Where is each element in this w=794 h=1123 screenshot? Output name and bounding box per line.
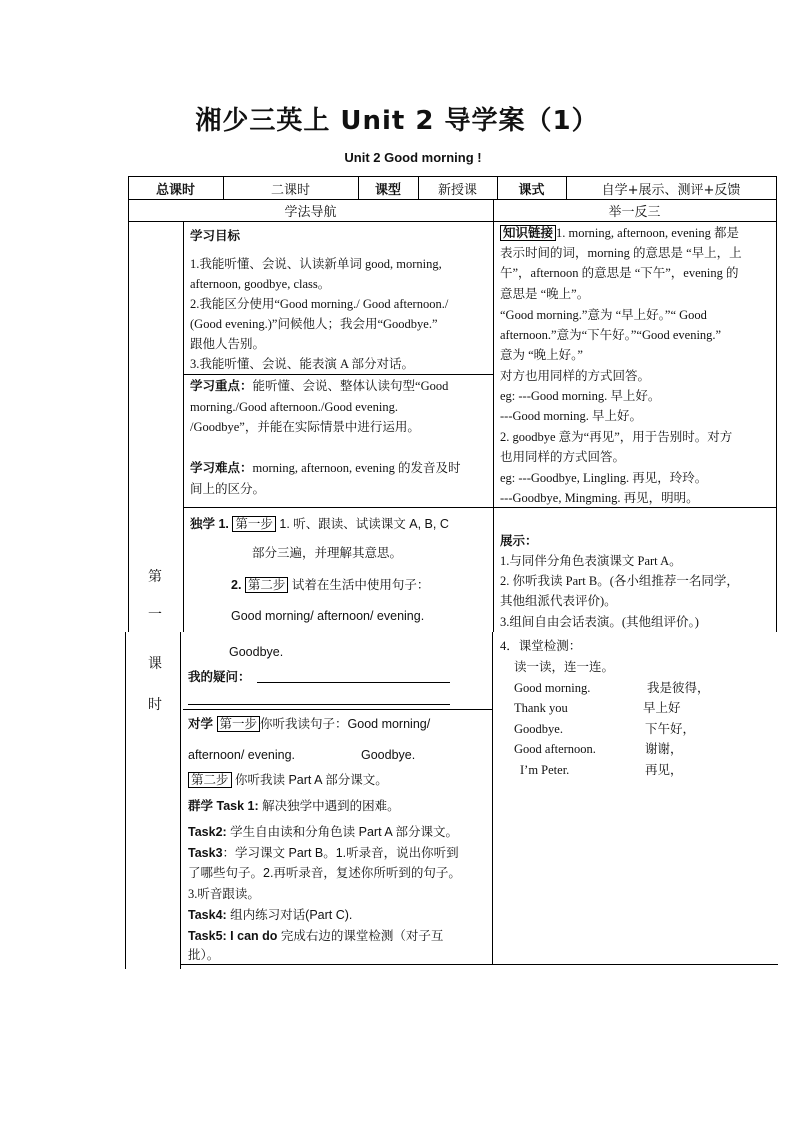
question-label: 我的疑问： xyxy=(188,669,251,684)
group-study-task5: Task5: I can do 完成右边的课堂检测（对子互 xyxy=(188,929,444,943)
goals-line: 3.我能听懂、会说、能表演 A 部分对话。 xyxy=(190,357,414,371)
pair-study-step2: 第二步 xyxy=(188,772,232,788)
show-line: 2. 你听我读 Part B。(各小组推荐一名同学， xyxy=(500,574,739,588)
knowledge-heading: 知识链接 xyxy=(500,225,556,241)
goals-line: (Good evening.)”问候他人；我会用“Goodbye.” xyxy=(190,317,438,331)
period-label-1: 第 xyxy=(148,569,162,585)
show-heading: 展示： xyxy=(500,533,538,548)
self-study-goodbye: Goodbye. xyxy=(229,645,284,659)
key-points-line: morning./Good afternoon./Good evening. xyxy=(190,400,398,414)
knowledge-line: afternoon.”意为“下午好。”“Good evening.” xyxy=(500,328,722,342)
goals-line: 1.我能听懂、会说、认读新单词 good, morning, xyxy=(190,257,442,271)
show-line: 1.与同伴分角色表演课文 Part A。 xyxy=(500,554,682,568)
knowledge-line: 表示时间的词，morning 的意思是 “早上，上 xyxy=(500,246,742,260)
group-study-task4: Task4: 组内练习对话(Part C). xyxy=(188,908,353,922)
quiz-left-item: Good morning. xyxy=(514,681,591,695)
show-line: 其他组派代表评价)。 xyxy=(500,594,617,608)
self-study-sentence: Good morning/ afternoon/ evening. xyxy=(231,609,425,623)
key-points-line-1: 学习重点：能听懂、会说、整体认读句型“Good xyxy=(190,379,449,393)
knowledge-line: 意思是 “晚上”。 xyxy=(500,287,590,301)
pair-study-line-2a: afternoon/ evening. xyxy=(188,748,296,762)
lesson-type-value: 新授课 xyxy=(437,182,477,198)
knowledge-line: 2. goodbye 意为“再见”，用于告别时。对方 xyxy=(500,430,733,444)
self-study-step2: 第二步 xyxy=(245,577,289,593)
knowledge-line: 也用同样的方式回答。 xyxy=(500,450,626,464)
pair-study-label: 对学 xyxy=(188,717,214,731)
group-study-task3-line3: 3.听音跟读。 xyxy=(188,887,260,901)
difficulty-line-1: 学习难点：morning, afternoon, evening 的发音及时 xyxy=(190,461,461,475)
quiz-left-item: Good afternoon. xyxy=(514,742,596,756)
knowledge-line: 对方也用同样的方式回答。 xyxy=(500,369,651,383)
show-line: 3.组间自由会话表演。(其他组评价。) xyxy=(500,615,699,629)
knowledge-line: 意为 “晚上好。” xyxy=(500,348,583,362)
difficulty-line: 间上的区分。 xyxy=(190,482,266,496)
quiz-left-item: Thank you xyxy=(514,701,568,715)
key-points-line: /Goodbye”，并能在实际情景中进行运用。 xyxy=(190,420,420,434)
group-study-task1: 群学 Task 1: 解决独学中遇到的困难。 xyxy=(188,799,400,813)
col-header-right: 举一反三 xyxy=(608,204,661,220)
goals-line: afternoon, goodbye, class。 xyxy=(190,277,331,291)
question-blank-line-2 xyxy=(188,704,450,705)
knowledge-line: eg: ---Goodbye, Lingling. 再见，玲玲。 xyxy=(500,471,708,485)
self-study-label: 独学 1. xyxy=(190,517,229,531)
group-study-label: 群学 xyxy=(188,799,214,813)
group-study-task3-line2: 了哪些句子。2.再听录音，复述你所听到的句子。 xyxy=(188,866,461,880)
group-study-task5-line2: 批）。 xyxy=(188,948,220,962)
question-blank-line xyxy=(257,682,450,683)
quiz-left-item: Goodbye. xyxy=(514,722,563,736)
quiz-right-item: 再见， xyxy=(645,763,683,777)
goals-heading: 学习目标 xyxy=(190,228,241,243)
self-study-line-3: 2. 第二步 试着在生活中使用句子： xyxy=(231,578,430,592)
knowledge-line: ---Goodbye, Mingming. 再见，明明。 xyxy=(500,491,699,505)
goals-line: 跟他人告别。 xyxy=(190,337,266,351)
self-study-line-1: 独学 1. 第一步 1. 听、跟读、试读课文 A, B, C xyxy=(190,517,449,531)
quiz-instruction: 读一读，连一连。 xyxy=(514,660,615,674)
goals-line: 2.我能区分使用“Good morning./ Good afternoon./ xyxy=(190,297,449,311)
knowledge-line-1: 知识链接 1. morning, afternoon, evening 都是 xyxy=(500,223,739,244)
period-label-2: 一 xyxy=(148,607,162,623)
quiz-right-item: 我是彼得， xyxy=(647,681,710,695)
total-hours-label: 总课时 xyxy=(155,182,195,198)
knowledge-line: 午”，afternoon 的意思是 “下午”，evening 的 xyxy=(500,266,739,280)
total-hours-value: 二课时 xyxy=(270,182,310,198)
knowledge-line: ---Good morning. 早上好。 xyxy=(500,409,642,423)
self-study-line-2: 部分三遍，并理解其意思。 xyxy=(252,546,403,560)
page-title: 湘少三英上 Unit 2 导学案（1） xyxy=(195,106,599,136)
key-points-heading: 学习重点： xyxy=(190,379,253,393)
lesson-type-label: 课型 xyxy=(374,182,401,198)
period-label-3: 课 xyxy=(148,656,162,672)
quiz-right-item: 早上好 xyxy=(643,701,681,715)
difficulty-heading: 学习难点： xyxy=(190,461,253,475)
quiz-right-item: 下午好， xyxy=(645,722,696,736)
pair-study-line-2b: Goodbye. xyxy=(361,748,416,762)
lesson-mode-value: 自学+展示、测评+反馈 xyxy=(601,182,741,198)
page-subtitle: Unit 2 Good morning ! xyxy=(344,150,482,165)
self-study-step1: 第一步 xyxy=(232,516,276,532)
pair-study-step1: 第一步 xyxy=(217,716,261,732)
group-study-task3: Task3：学习课文 Part B。1.听录音，说出你听到 xyxy=(188,846,459,860)
col-header-left: 学法导航 xyxy=(284,204,337,220)
period-label-4: 时 xyxy=(148,697,162,713)
knowledge-line: eg: ---Good morning. 早上好。 xyxy=(500,389,661,403)
knowledge-line: “Good morning.”意为 “早上好。”“ Good xyxy=(500,308,707,322)
pair-study-line-1: 对学 第一步 你听我读句子：Good morning/ xyxy=(188,717,431,731)
pair-study-line-3: 第二步 你听我读 Part A 部分课文。 xyxy=(188,770,388,791)
quiz-right-item: 谢谢， xyxy=(645,742,683,756)
quiz-heading: 4．课堂检测： xyxy=(500,639,582,653)
lesson-mode-label: 课式 xyxy=(518,182,545,198)
quiz-left-item: I’m Peter. xyxy=(520,763,570,777)
group-study-task2: Task2: 学生自由读和分角色读 Part A 部分课文。 xyxy=(188,825,458,839)
